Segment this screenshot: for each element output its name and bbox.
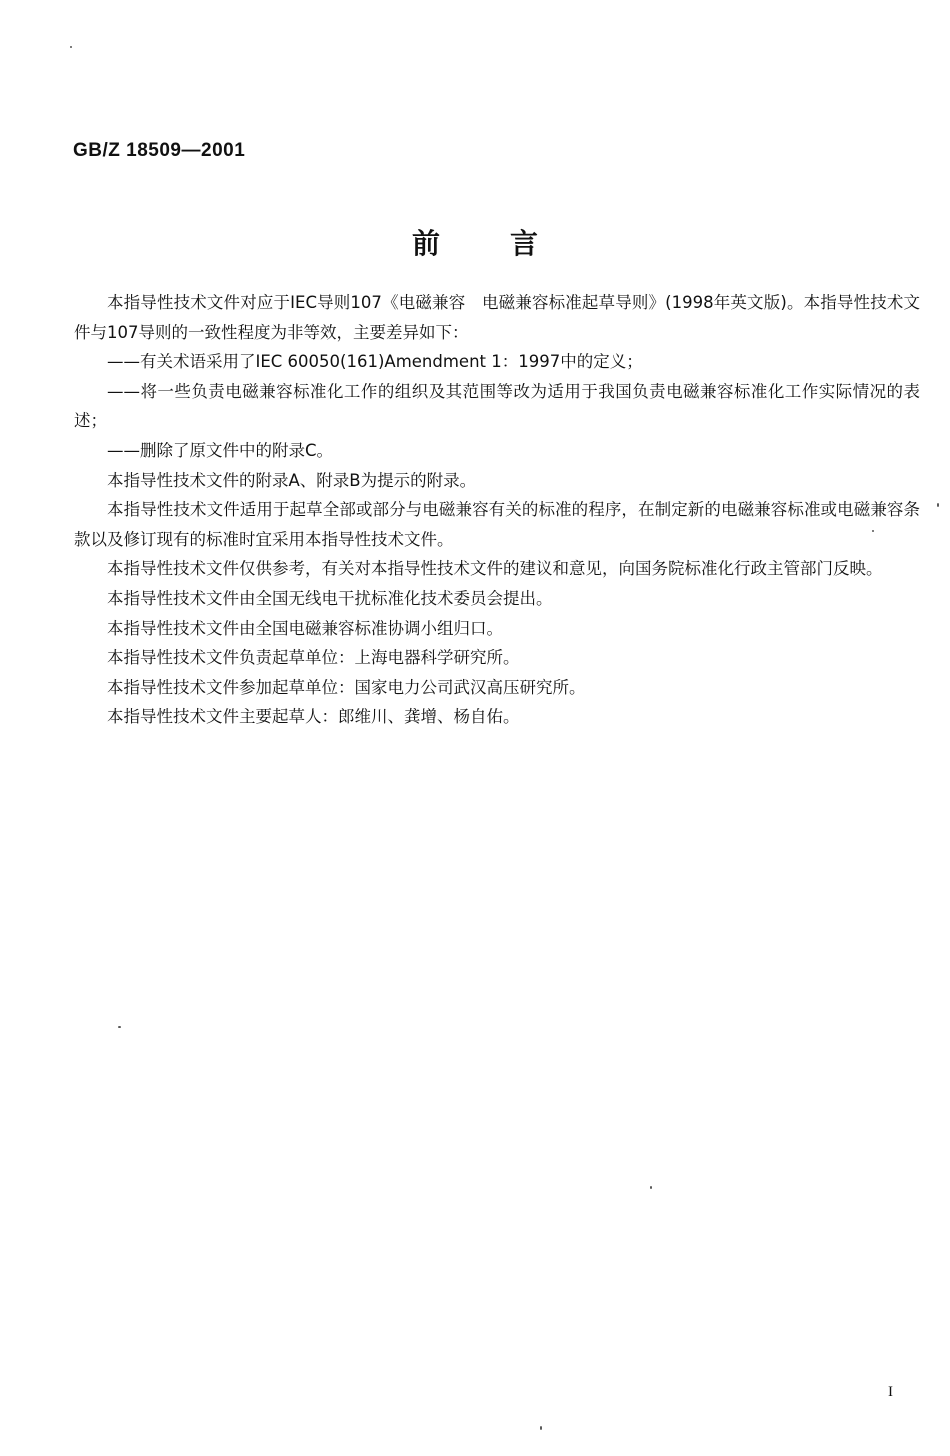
paragraph: 本指导性技术文件由全国无线电干扰标准化技术委员会提出。 xyxy=(107,588,553,608)
scan-speck xyxy=(937,503,939,507)
page-title: 前言 xyxy=(411,227,608,260)
paragraph: 本指导性技术文件仅供参考，有关对本指导性技术文件的建议和意见，向国务院标准化行政主管部门反映。 xyxy=(107,559,883,579)
paragraph: 本指导性技术文件由全国电磁兼容标准协调小组归口。 xyxy=(107,618,503,638)
page-number: I xyxy=(888,1384,893,1400)
paragraph: 本指导性技术文件参加起草单位：国家电力公司武汉高压研究所。 xyxy=(107,677,586,697)
scan-speck xyxy=(540,1426,542,1430)
scan-speck xyxy=(70,46,72,48)
paragraph: ——有关术语采用了IEC 60050(161)Amendment 1：1997中的定义； xyxy=(107,352,643,372)
paragraph: 本指导性技术文件负责起草单位：上海电器科学研究所。 xyxy=(107,648,520,668)
scan-speck xyxy=(118,1026,121,1028)
paragraph: 本指导性技术文件主要起草人：郎维川、龚增、杨自佑。 xyxy=(107,707,520,727)
paragraph: ——删除了原文件中的附录C。 xyxy=(107,440,334,460)
scan-speck xyxy=(872,530,874,532)
scan-speck xyxy=(650,1186,652,1189)
paragraph: 本指导性技术文件适用于起草全部或部分与电磁兼容有关的标准的程序，在制定新的电磁兼容标准或电磁兼容条款以及修订现有的标准时宜采用本指导性技术文件。 xyxy=(74,500,920,549)
paragraph: ——将一些负责电磁兼容标准化工作的组织及其范围等改为适用于我国负责电磁兼容标准化工作实际情况的表述； xyxy=(74,381,920,431)
paragraph: 本指导性技术文件对应于IEC导则107《电磁兼容 电磁兼容标准起草导则》(1998年英文版)。本指导性技术文件与107导则的一致性程度为非等效，主要差异如下： xyxy=(74,293,920,342)
foreword-body xyxy=(74,288,920,732)
standard-code: GB/Z 18509—2001 xyxy=(73,140,246,161)
paragraph: 本指导性技术文件的附录A、附录B为提示的附录。 xyxy=(107,470,477,490)
